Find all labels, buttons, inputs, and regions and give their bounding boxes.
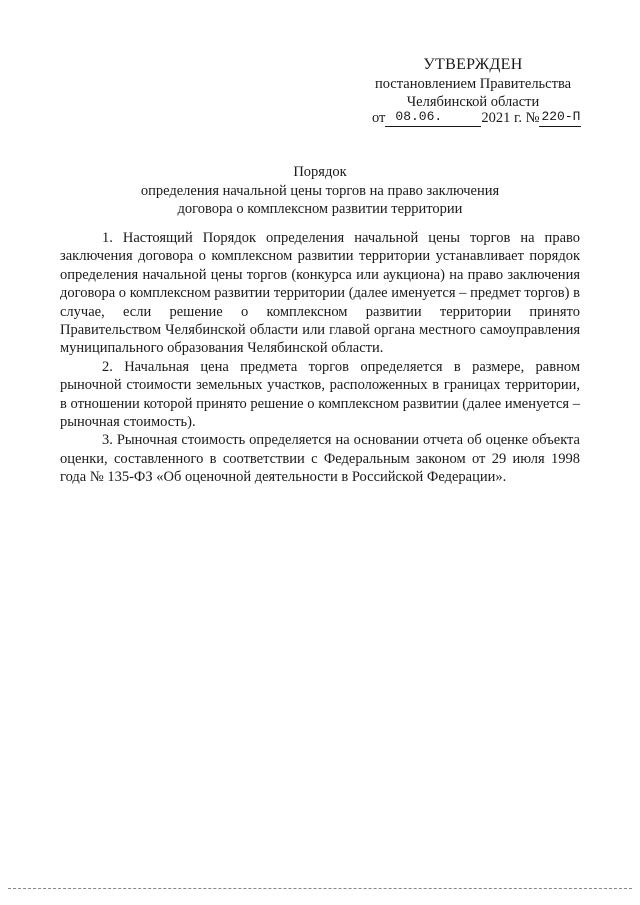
title-line-3: договора о комплексном развитии территории — [177, 201, 463, 217]
title-line-1: Порядок — [293, 164, 347, 180]
paragraph-3: 3. Рыночная стоимость определяется на основании отчета об оценке объекта оценки, составленного в соответствии с Федеральным законом от 29 июля 1998 года № 135-ФЗ «Об оценочной деятельности в Российской Федерации». — [60, 432, 580, 486]
document-body — [60, 229, 580, 487]
date-value: 08.06. — [395, 109, 443, 124]
title-line-2: определения начальной цены торгов на право заключения — [140, 182, 500, 199]
approval-title: УТВЕРЖДЕН — [423, 56, 523, 73]
date-prefix: от — [372, 110, 386, 126]
number-value: 220-П — [541, 109, 581, 124]
page-bottom-divider — [8, 888, 632, 889]
approval-line-1: постановлением Правительства — [374, 76, 572, 92]
approval-date-line — [372, 110, 582, 127]
paragraph-2: 2. Начальная цена предмета торгов определяется в размере, равном рыночной стоимости земельных участков, расположенных в границах территории, в отношении которой принято решение о комплексном развитии (далее именуется – рыночная стоимость). — [60, 358, 580, 431]
number-field — [539, 111, 581, 127]
date-field — [385, 111, 481, 127]
document-title — [60, 163, 580, 219]
paragraph-1: 1. Настоящий Порядок определения начальной цены торгов на право заключения договора о комплексном развитии территории устанавливает порядок определения начальной цены торгов (конкурса или аукциона) на право заключения договора о комплексном развитии территории (далее именуется – предмет торгов) в случае, если решение о комплексном развитии территории принято Правительством Челябинской области или главой органа местного самоуправления муниципального образования Челябинской области. — [60, 230, 580, 357]
approval-line-2: Челябинской области — [406, 94, 540, 110]
year-text: 2021 г. № — [481, 110, 540, 126]
approval-stamp — [368, 56, 578, 111]
